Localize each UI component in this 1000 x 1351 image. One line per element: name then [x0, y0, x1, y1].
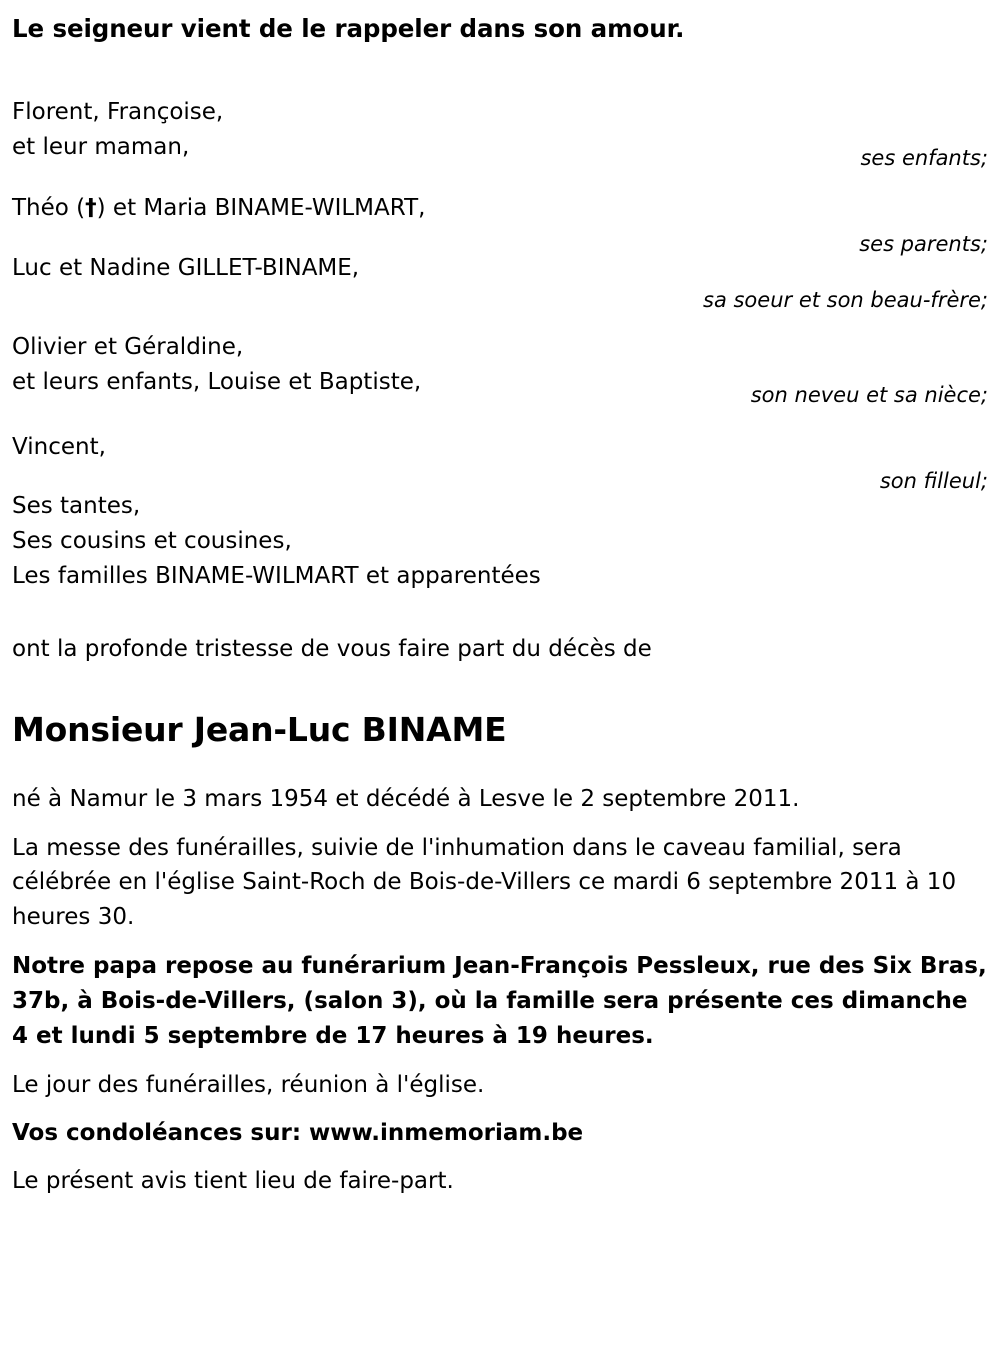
birth-death-line: né à Namur le 3 mars 1954 et décédé à Lesve le 2 septembre 2011.: [12, 785, 800, 812]
gathering-line: Le jour des funérailles, réunion à l'église.: [12, 1072, 485, 1099]
name-line: Ses tantes,: [12, 493, 141, 520]
relation-label: ses parents;: [859, 231, 988, 256]
parent-name-suffix: ) et Maria BINAME-WILMART,: [96, 194, 426, 221]
family-group: [12, 251, 990, 313]
family-group: [12, 191, 990, 256]
name-line: Luc et Nadine GILLET-BINAME,: [12, 255, 360, 282]
name-line: Ses cousins et cousines,: [12, 528, 292, 555]
family-listing: [12, 95, 990, 595]
condolences-line: Vos condoléances sur: www.inmemoriam.be: [12, 1120, 584, 1147]
name-line: Olivier et Géraldine,: [12, 334, 244, 361]
family-names: [12, 251, 612, 286]
opening-religious-line: Le seigneur vient de le rappeler dans son amour.: [12, 14, 685, 43]
relation-label: son filleul;: [879, 469, 988, 494]
family-names: [12, 191, 612, 226]
family-names: [12, 330, 612, 400]
family-group: [12, 330, 990, 408]
relation-label: sa soeur et son beau-frère;: [703, 288, 988, 313]
ceremony-paragraph: La messe des funérailles, suivie de l'inhumation dans le caveau familial, sera célébrée en l'église Saint-Roch de Bois-de-Villers ce mardi 6 septembre 2011 à 10 heures 30.: [12, 834, 957, 931]
name-line: Les familles BINAME-WILMART et apparentées: [12, 563, 541, 590]
parent-name-prefix: Théo (: [12, 194, 86, 221]
family-group: [12, 95, 990, 170]
relation-label: son neveu et sa nièce;: [750, 383, 988, 408]
relation-label: ses enfants;: [860, 145, 988, 170]
family-group: [12, 489, 990, 594]
family-names: [12, 430, 612, 465]
announcement-line: ont la profonde tristesse de vous faire part du décès de: [12, 636, 652, 663]
name-line: et leur maman,: [12, 133, 190, 160]
name-line: et leurs enfants, Louise et Baptiste,: [12, 369, 422, 396]
family-group: [12, 430, 990, 494]
family-names: [12, 489, 612, 594]
dagger-icon: †: [85, 194, 97, 221]
name-line: [12, 191, 612, 226]
name-line: Florent, Françoise,: [12, 98, 224, 125]
name-line: Vincent,: [12, 434, 106, 461]
deceased-name: Monsieur Jean-Luc BINAME: [12, 709, 507, 749]
family-names: [12, 95, 612, 165]
funeral-home-paragraph: Notre papa repose au funérarium Jean-François Pessleux, rue des Six Bras, 37b, à Bois-de-Villers, (salon 3), où la famille sera présente ces dimanche 4 et lundi 5 septembre de 17 heures à 19 heures.: [12, 953, 987, 1050]
notice-line: Le présent avis tient lieu de faire-part.: [12, 1168, 454, 1195]
